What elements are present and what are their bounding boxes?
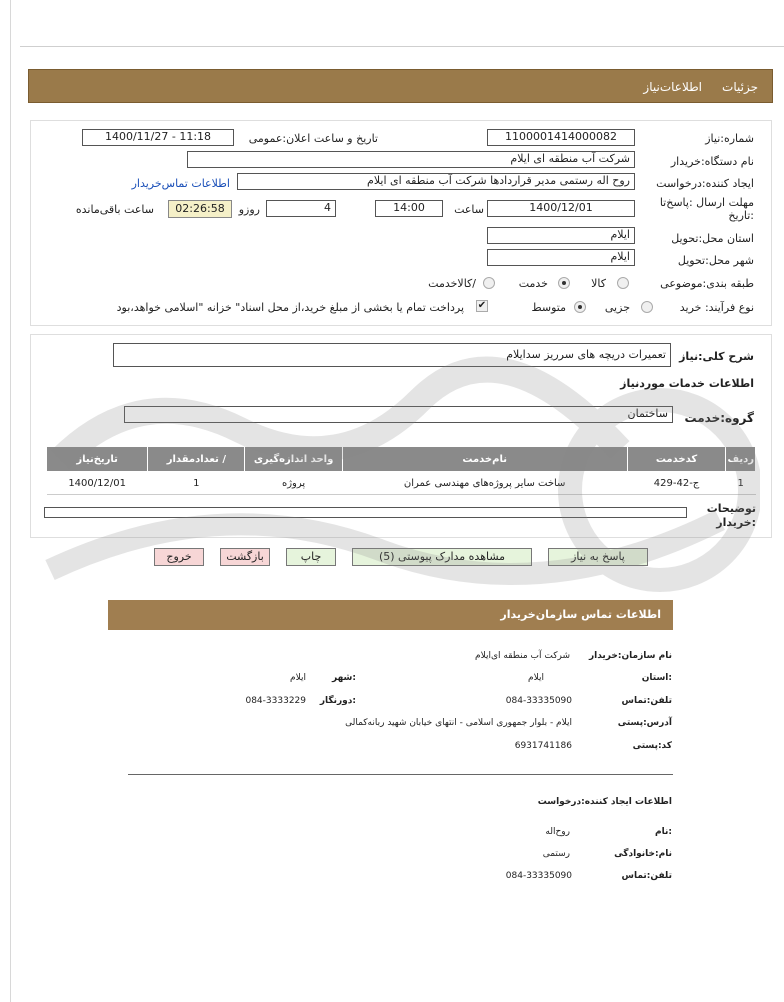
table-row (47, 472, 756, 495)
creator-first-name: روح‌اله (545, 827, 570, 837)
buyer-org-field: شرکت آب منطقه ای ایلام (187, 151, 635, 168)
buyer-org-label: نام دستگاه:خریدار (670, 155, 754, 168)
radio-goods[interactable] (617, 277, 629, 289)
cell-quantity: 1 (148, 472, 245, 495)
contact-address-label: آدرس:پستی (617, 718, 672, 728)
remaining-label: ساعت باقی‌مانده (75, 203, 154, 216)
radio-medium-label: متوسط (531, 301, 566, 314)
cell-row: 1 (726, 472, 756, 495)
cell-need-date: 1400/12/01 (47, 472, 148, 495)
col-quantity: / تعدادمقدار (148, 447, 245, 472)
col-row: ردیف (726, 447, 756, 472)
creator-phone: 084-33335090 (505, 871, 572, 881)
cell-unit: پروژه (245, 472, 342, 495)
contact-postal: 6931741186 (514, 741, 572, 751)
group-label: گروه:خدمت (684, 411, 754, 425)
days-field: 4 (266, 200, 336, 217)
buyer-notes-label-1: توضیحات (706, 502, 756, 515)
contact-bar (108, 600, 673, 630)
need-number-field: 1100001414000082 (487, 129, 635, 146)
creator-field: روح اله رستمی مدیر قراردادها شرکت آب منطقه ای ایلام (237, 173, 635, 190)
contact-province-label: :استان (641, 673, 672, 683)
radio-medium[interactable] (574, 301, 586, 313)
contact-org: شرکت آب منطقه ای‌ایلام (475, 651, 570, 661)
tab-details[interactable]: جزئیات (722, 80, 758, 94)
treasury-checkbox[interactable]: ✔ (477, 300, 487, 311)
tab-bar (28, 69, 773, 103)
col-unit: واحد اندازه‌گیری (245, 447, 342, 472)
process-label: نوع فرآیند: خرید (679, 301, 754, 314)
creator-last-name-label: نام:خانوادگی (614, 849, 672, 859)
radio-partial[interactable] (641, 301, 653, 313)
payment-note: پرداخت تمام یا بخشی از مبلغ خرید،از محل اسناد" خزانه "اسلامی خواهد،بود (116, 301, 464, 314)
contact-postal-label: کد:پستی (632, 741, 672, 751)
reply-button[interactable]: پاسخ به نیاز (548, 548, 648, 566)
cell-service-name: ساخت سایر پروژه‌های مهندسی عمران (342, 472, 627, 495)
services-title: اطلاعات خدمات موردنیاز (620, 377, 754, 390)
deadline-hour-field: 14:00 (375, 200, 443, 217)
items-table (46, 446, 756, 495)
tab-need-info[interactable]: اطلاعات‌نیاز (643, 80, 702, 94)
province-label: استان محل:تحویل (671, 232, 754, 245)
announce-label: تاریخ و ساعت اعلان:عمومی (248, 132, 378, 145)
summary-field: تعمیرات دریچه های سرریز سدایلام (113, 343, 671, 367)
creator-last-name: رستمی (542, 849, 570, 859)
col-service-name: نام‌خدمت (342, 447, 627, 472)
exit-button[interactable]: خروج (154, 548, 204, 566)
group-field: ساختمان (124, 406, 673, 423)
radio-goods-service-label: /کالاخدمت (428, 277, 476, 290)
days-label: روزو (238, 203, 260, 216)
city-label: شهر محل:تحویل (677, 254, 754, 267)
radio-partial-label: جزیی (604, 301, 630, 314)
buyer-contact-link[interactable]: اطلاعات تماس‌خریدار (131, 177, 230, 190)
buyer-notes-field (44, 507, 687, 518)
contact-phone: 084-33335090 (505, 696, 572, 706)
contact-bar-title: اطلاعات تماس سازمان‌خریدار (500, 608, 661, 621)
deadline-hour-label: ساعت (454, 203, 484, 216)
need-number-label: شماره:نیاز (705, 132, 754, 145)
top-divider (20, 46, 784, 47)
contact-city: ایلام (290, 673, 306, 683)
summary-label: شرح کلی:نیاز (679, 350, 754, 363)
cell-service-code: ج-42-429 (627, 472, 726, 495)
contact-city-label: :شهر (332, 673, 356, 683)
col-service-code: کدخدمت (627, 447, 726, 472)
buyer-notes-label-2: :خریدار (716, 516, 756, 529)
contact-org-label: نام سازمان:خریدار (588, 651, 672, 661)
city-field: ایلام (487, 249, 635, 266)
announce-field: 1400/11/27 - 11:18 (82, 129, 234, 146)
deadline-date-field: 1400/12/01 (487, 200, 635, 217)
attachments-button[interactable]: مشاهده مدارک پیوستی (5) (352, 548, 532, 566)
province-field: ایلام (487, 227, 635, 244)
category-label: طبقه بندی:موضوعی (660, 277, 754, 290)
remaining-time: 02:26:58 (168, 200, 232, 218)
left-border-line (10, 0, 11, 1002)
creator-phone-label: تلفن:تماس (621, 871, 672, 881)
contact-fax: 084-3333229 (245, 696, 306, 706)
radio-goods-service[interactable] (483, 277, 495, 289)
creator-first-name-label: :نام (655, 827, 672, 837)
radio-service[interactable] (558, 277, 570, 289)
col-need-date: تاریخ‌نیاز (47, 447, 148, 472)
deadline-label: مهلت ارسال :پاسخ‌تا :تاریخ (659, 196, 754, 222)
contact-province: ایلام (528, 673, 544, 683)
print-button[interactable]: چاپ (286, 548, 336, 566)
contact-phone-label: تلفن:تماس (621, 696, 672, 706)
contact-address: ایلام - بلوار جمهوری اسلامی - انتهای خیابان شهید ربانه‌کمالی (345, 718, 572, 728)
radio-goods-label: کالا (591, 277, 606, 290)
creator-label: ایجاد کننده:درخواست (656, 177, 754, 190)
contact-fax-label: :دورنگار (319, 696, 356, 706)
contact-separator (128, 774, 673, 775)
radio-service-label: خدمت (518, 277, 548, 290)
back-button[interactable]: بازگشت (220, 548, 270, 566)
creator-info-title: اطلاعات ایجاد کننده:درخواست (537, 797, 672, 807)
